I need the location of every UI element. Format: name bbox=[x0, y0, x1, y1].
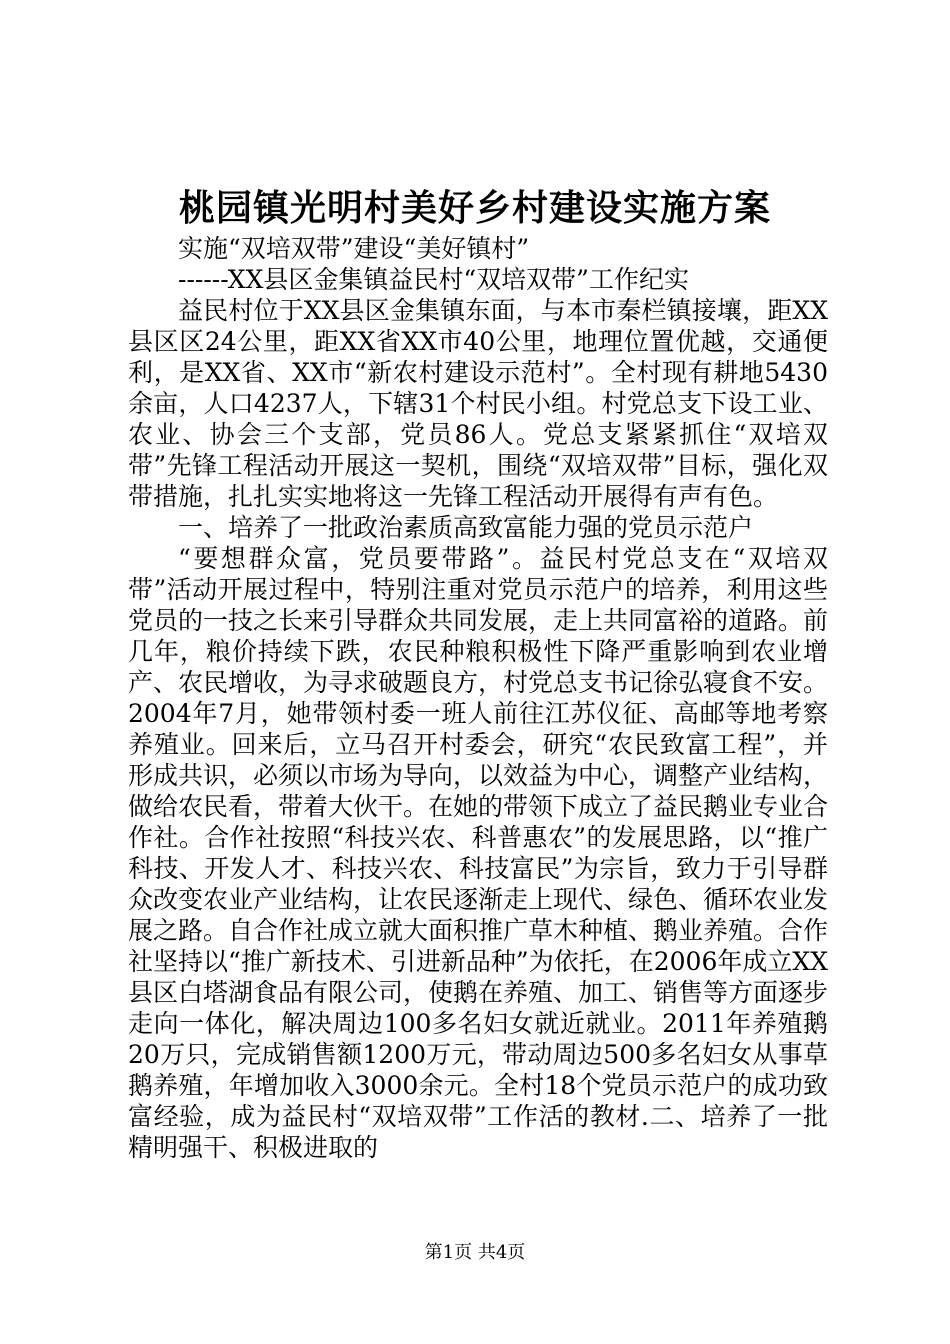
section-heading: 一、培养了一批政治素质高致富能力强的党员示范户 bbox=[178, 513, 754, 542]
body-paragraph: 益民村位于XX县区金集镇东面，与本市秦栏镇接壤，距XX县区区24公里，距XX省XX市40公里，地理位置优越，交通便利，是XX省、XX市“新农村建设示范村”。全村现有耕地5430余亩，人口4237人，下辖31个村民小组。村党总支下设工业、农业、协会三个支部，党员86人。党总支紧紧抓住“双培双带”先锋工程活动开展这一契机，围绕“双培双带”目标，强化双带措施，扎扎实实地将这一先锋工程活动开展得有声有色。 bbox=[128, 296, 828, 511]
page-number-footer: 第1页 共4页 bbox=[424, 1242, 526, 1263]
document-body bbox=[128, 233, 828, 1163]
subtitle-source-line: ------XX县区金集镇益民村“双培双带”工作纪实 bbox=[178, 265, 689, 294]
document-title: 桃园镇光明村美好乡村建设实施方案 bbox=[178, 187, 771, 229]
subtitle-line: 实施“双培双带”建设“美好镇村” bbox=[178, 234, 530, 263]
body-paragraph: “要想群众富，党员要带路”。益民村党总支在“双培双带”活动开展过程中，特别注重对党员示范户的培养，利用这些党员的一技之长来引导群众共同发展，走上共同富裕的道路。前几年，粮价持续下跌，农民种粮积极性下降严重影响到农业增产、农民增收，为寻求破题良方，村党总支书记徐弘寝食不安。2004年7月，她带领村委一班人前往江苏仪征、高邮等地考察养殖业。回来后，立马召开村委会，研究“农民致富工程”，并形成共识，必须以市场为导向，以效益为中心，调整产业结构，做给农民看，带着大伙干。在她的带领下成立了益民鹅业专业合作社。合作社按照“科技兴农、科普惠农”的发展思路，以“推广科技、开发人才、科技兴农、科技富民”为宗旨，致力于引导群众改变农业产业结构，让农民逐渐走上现代、绿色、循环农业发展之路。自合作社成立就大面积推广草木种植、鹅业养殖。合作社坚持以“推广新技术、引进新品种”为依托，在2006年成立XX县区白塔湖食品有限公司，使鹅在养殖、加工、销售等方面逐步走向一体化，解决周边100多名妇女就近就业。2011年养殖鹅20万只，完成销售额1200万元，带动周边500多名妇女从事草鹅养殖，年增加收入3000余元。全村18个党员示范户的成功致富经验，成为益民村“双培双带”工作活的教材.二、培养了一批精明强干、积极进取的 bbox=[128, 544, 829, 1162]
